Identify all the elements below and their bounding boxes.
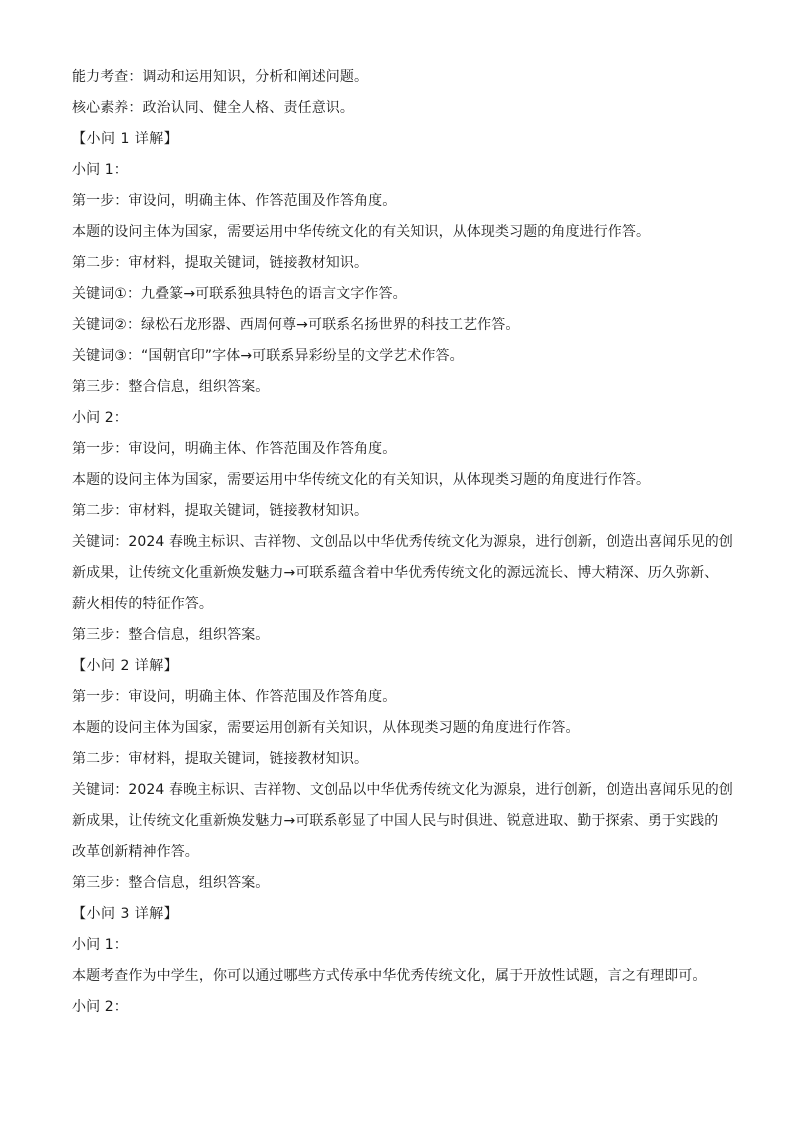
text-line: 本题考查作为中学生，你可以通过哪些方式传承中华优秀传统文化，属于开放性试题，言之有理即可。 (72, 968, 707, 984)
text-line: 关键词①：九叠篆→可联系独具特色的语言文字作答。 (72, 286, 407, 302)
section-heading: 【小问 1 详解】 (72, 131, 179, 147)
text-line: 第一步：审设问，明确主体、作答范围及作答角度。 (72, 689, 397, 705)
text-line: 新成果，让传统文化重新焕发魅力→可联系蕴含着中华优秀传统文化的源远流长、博大精深、历久弥新、 (72, 565, 719, 581)
text-line: 小问 1： (72, 937, 128, 953)
text-line: 第三步：整合信息，组织答案。 (72, 379, 270, 395)
text-line: 第三步：整合信息，组织答案。 (72, 875, 270, 891)
text-line: 薪火相传的特征作答。 (72, 596, 213, 612)
section-heading: 【小问 2 详解】 (72, 658, 179, 674)
text-line: 小问 2： (72, 999, 128, 1015)
text-line: 本题的设问主体为国家，需要运用创新有关知识，从体现类习题的角度进行作答。 (72, 720, 580, 736)
text-line: 小问 1： (72, 162, 128, 178)
text-line: 新成果，让传统文化重新焕发魅力→可联系彰显了中国人民与时俱进、锐意进取、勤于探索、勇于实践的 (72, 813, 719, 829)
text-line: 能力考查：调动和运用知识，分析和阐述问题。 (72, 69, 369, 85)
text-line: 关键词：2024 春晚主标识、吉祥物、文创品以中华优秀传统文化为源泉，进行创新，创造出喜闻乐见的创 (72, 782, 733, 798)
text-line: 关键词②：绿松石龙形器、西周何尊→可联系名扬世界的科技工艺作答。 (72, 317, 520, 333)
text-line: 第三步：整合信息，组织答案。 (72, 627, 270, 643)
text-line: 第一步：审设问，明确主体、作答范围及作答角度。 (72, 441, 397, 457)
text-line: 小问 2： (72, 410, 128, 426)
text-line: 第一步：审设问，明确主体、作答范围及作答角度。 (72, 193, 397, 209)
section-heading: 【小问 3 详解】 (72, 906, 179, 922)
text-line: 核心素养：政治认同、健全人格、责任意识。 (72, 100, 354, 116)
text-line: 改革创新精神作答。 (72, 844, 199, 860)
text-line: 第二步：审材料，提取关键词，链接教材知识。 (72, 255, 369, 271)
text-line: 关键词：2024 春晚主标识、吉祥物、文创品以中华优秀传统文化为源泉，进行创新，创造出喜闻乐见的创 (72, 534, 733, 550)
text-line: 第二步：审材料，提取关键词，链接教材知识。 (72, 503, 369, 519)
text-line: 本题的设问主体为国家，需要运用中华传统文化的有关知识，从体现类习题的角度进行作答。 (72, 224, 651, 240)
text-line: 本题的设问主体为国家，需要运用中华传统文化的有关知识，从体现类习题的角度进行作答。 (72, 472, 651, 488)
text-line: 关键词③：“国朝官印”字体→可联系异彩纷呈的文学艺术作答。 (72, 348, 464, 364)
document-body (72, 62, 734, 1023)
text-line: 第二步：审材料，提取关键词，链接教材知识。 (72, 751, 369, 767)
